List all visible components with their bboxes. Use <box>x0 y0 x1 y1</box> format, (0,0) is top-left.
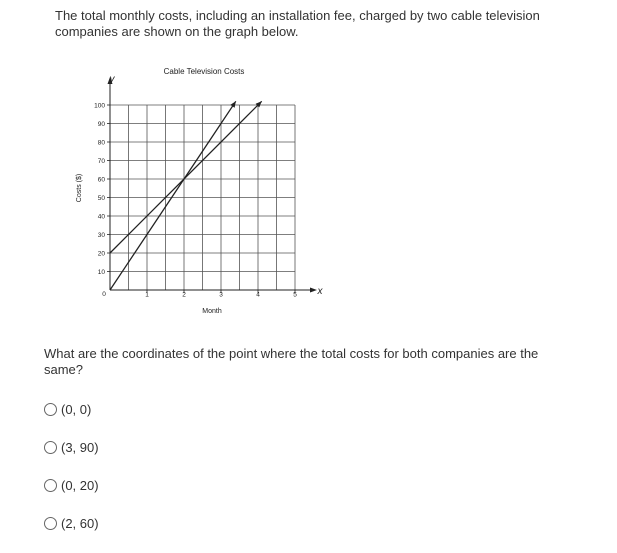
option-0[interactable] <box>44 402 91 417</box>
chart-axes <box>108 77 318 293</box>
chart-title: Cable Television Costs <box>163 67 245 76</box>
option-2[interactable] <box>44 478 99 493</box>
question-text: What are the coordinates of the point where the total costs for both companies are the same? <box>44 346 539 377</box>
y-tick-label: 60 <box>97 176 105 184</box>
y-tick-label: 30 <box>97 231 105 239</box>
option-label: (0, 20) <box>61 478 99 493</box>
x-tick-label: 4 <box>256 291 260 299</box>
y-axis-label: Costs ($) <box>76 173 83 203</box>
x-tick-label: 3 <box>219 291 223 299</box>
y-tick-label: 80 <box>97 139 105 147</box>
option-label: (0, 0) <box>61 402 92 417</box>
chart-series <box>110 101 262 290</box>
x-tick-label: 5 <box>293 291 297 299</box>
x-tick-label: 2 <box>182 291 186 299</box>
y-tick-label: 50 <box>97 194 105 202</box>
y-tick-label: 10 <box>97 268 105 276</box>
option-label: (3, 90) <box>61 440 99 455</box>
option-3[interactable] <box>44 516 99 531</box>
radio-button-icon[interactable] <box>44 479 57 492</box>
y-tick-label: 90 <box>97 120 105 128</box>
series-arrow-icon <box>230 101 235 107</box>
origin-label: 0 <box>102 291 106 298</box>
chart-grid <box>110 105 295 290</box>
x-axis-symbol: x <box>317 286 323 297</box>
y-tick-label: 100 <box>94 102 105 110</box>
question-prompt: The total monthly costs, including an installation fee, charged by two cable television companies are shown on the graph below. <box>55 8 540 39</box>
option-label: (2, 60) <box>61 516 99 531</box>
x-tick-label: 1 <box>145 291 149 299</box>
y-axis-symbol: y <box>109 74 115 85</box>
y-tick-label: 70 <box>97 157 105 165</box>
cable-costs-chart <box>60 60 340 325</box>
series-line-2 <box>110 101 262 253</box>
x-axis-label: Month <box>202 308 222 315</box>
radio-button-icon[interactable] <box>44 441 57 454</box>
y-tick-label: 20 <box>97 250 105 258</box>
option-1[interactable] <box>44 440 99 455</box>
radio-button-icon[interactable] <box>44 403 57 416</box>
y-tick-label: 40 <box>97 213 105 221</box>
radio-button-icon[interactable] <box>44 517 57 530</box>
x-axis-arrow-icon <box>310 288 317 293</box>
